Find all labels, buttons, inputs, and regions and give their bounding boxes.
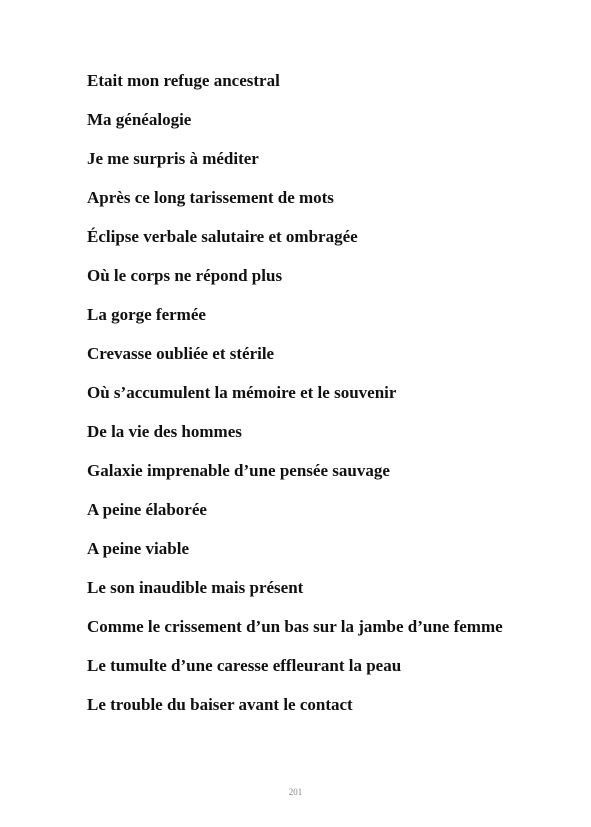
poem-line: Je me surpris à méditer (87, 149, 259, 168)
poem-line: Crevasse oubliée et stérile (87, 344, 275, 363)
poem-line: De la vie des hommes (87, 422, 242, 441)
poem-line: Comme le crissement d’un bas sur la jambe d’une femme (87, 617, 503, 636)
poem-body (87, 68, 527, 731)
poem-line: Ma généalogie (87, 110, 192, 129)
poem-line: La gorge fermée (87, 305, 206, 324)
poem-line: Le son inaudible mais présent (87, 578, 304, 597)
poem-line: Le tumulte d’une caresse effleurant la peau (87, 656, 402, 675)
poem-line: Éclipse verbale salutaire et ombragée (87, 227, 358, 246)
poem-line: Après ce long tarissement de mots (87, 188, 334, 207)
poem-line: Galaxie imprenable d’une pensée sauvage (87, 461, 390, 480)
poem-line: A peine élaborée (87, 500, 207, 519)
poem-line: Etait mon refuge ancestral (87, 71, 280, 90)
poem-line: Le trouble du baiser avant le contact (87, 695, 353, 714)
poem-line: Où s’accumulent la mémoire et le souvenir (87, 383, 397, 402)
poem-line: Où le corps ne répond plus (87, 266, 283, 285)
poem-line: A peine viable (87, 539, 190, 558)
page-number: 201 (288, 787, 303, 797)
